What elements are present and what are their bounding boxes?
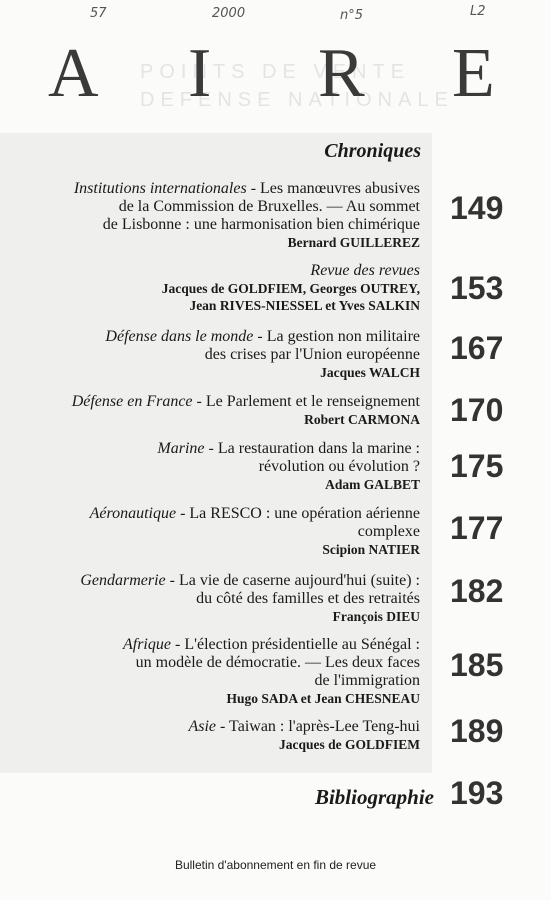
entry-line: de la Commission de Bruxelles. — Au sommet [118, 198, 420, 215]
entry-line [20, 262, 420, 280]
page-number: 153 [450, 270, 504, 306]
entry-rubric: Afrique [122, 636, 171, 653]
masthead-letter: A [48, 35, 99, 112]
handwritten-note: 57 [90, 6, 107, 21]
entry-author: Hugo SADA et Jean CHESNEAU [226, 691, 420, 706]
toc-entry[interactable] [20, 718, 420, 753]
entry-author: Bernard GUILLEREZ [287, 235, 420, 250]
entry-rubric: Marine [157, 440, 205, 457]
show-through-text: POINTS DE VENTE DEFENSE NATIONALE [140, 61, 454, 111]
entry-rubric: Défense dans le monde [105, 328, 254, 345]
entry-author: Robert CARMONA [304, 412, 420, 427]
entry-line: de Lisbonne : une harmonisation bien chimérique [102, 216, 420, 233]
toc-entry[interactable] [20, 262, 420, 314]
entry-rubric: Institutions internationales [73, 180, 247, 197]
masthead [0, 34, 551, 114]
toc-entry[interactable] [20, 393, 420, 428]
entry-rubric: Aéronautique [89, 505, 177, 522]
page-number: 182 [450, 573, 504, 609]
entry-author: Jacques WALCH [320, 365, 420, 380]
toc-entry[interactable] [20, 572, 420, 625]
entry-line: Défense dans le monde - La gestion non militaire [105, 328, 420, 345]
page-number: 185 [450, 647, 504, 683]
entry-line: Marine - La restauration dans la marine : [157, 440, 420, 457]
entry-author: Jacques de GOLDFIEM [278, 737, 420, 752]
page-number: 193 [450, 775, 504, 811]
page-number: 170 [450, 392, 504, 428]
toc-entry[interactable] [20, 636, 420, 707]
entry-line: Gendarmerie - La vie de caserne aujourd'hui (suite) : [80, 572, 420, 589]
section-title: Chroniques [324, 140, 421, 162]
handwritten-note: L2 [470, 4, 486, 19]
page-number: 167 [450, 330, 504, 366]
entry-line: du côté des familles et des retraités [196, 590, 420, 607]
entry-rubric: Asie [188, 718, 217, 735]
page-number: 177 [450, 510, 504, 546]
entry-line: Asie - Taiwan : l'après-Lee Teng-hui [188, 718, 420, 735]
masthead-letter: E [452, 35, 495, 112]
entry-author: Adam GALBET [325, 477, 420, 492]
entry-author: François DIEU [332, 609, 420, 624]
toc-entry[interactable] [20, 180, 420, 251]
toc-entry[interactable] [20, 505, 420, 558]
entry-line: Aéronautique - La RESCO : une opération aérienne [89, 505, 420, 522]
toc-entry[interactable] [20, 328, 420, 381]
entry-line: Institutions internationales - Les manœuvres abusives [73, 180, 420, 197]
entry-rubric: Gendarmerie [80, 572, 166, 589]
handwritten-note: n°5 [340, 8, 364, 23]
page-number: 149 [450, 190, 504, 226]
page-number: 175 [450, 448, 504, 484]
entry-author: Scipion NATIER [322, 542, 420, 557]
masthead-letter: I [188, 35, 212, 112]
entry-author: Jacques de GOLDFIEM, Georges OUTREY, [161, 281, 420, 296]
entry-line: Défense en France - Le Parlement et le renseignement [71, 393, 420, 410]
entry-line: révolution ou évolution ? [258, 458, 420, 475]
entry-line: des crises par l'Union européenne [204, 346, 420, 363]
entry-line: Afrique - L'élection présidentielle au Sénégal : [122, 636, 420, 653]
entry-line: un modèle de démocratie. — Les deux faces [135, 654, 420, 671]
toc-entry[interactable] [20, 440, 420, 493]
handwritten-note: 2000 [212, 6, 246, 21]
entry-rubric: Revue des revues [310, 262, 420, 279]
masthead-letter: R [318, 35, 365, 112]
entry-author: Jean RIVES-NIESSEL et Yves SALKIN [189, 298, 420, 313]
bibliography-link[interactable]: Bibliographie [314, 785, 434, 809]
page-number: 189 [450, 713, 504, 749]
entry-line: complexe [357, 523, 420, 540]
entry-line: de l'immigration [314, 672, 420, 689]
entry-rubric: Défense en France [71, 393, 193, 410]
footer-note: Bulletin d'abonnement en fin de revue [174, 858, 377, 872]
